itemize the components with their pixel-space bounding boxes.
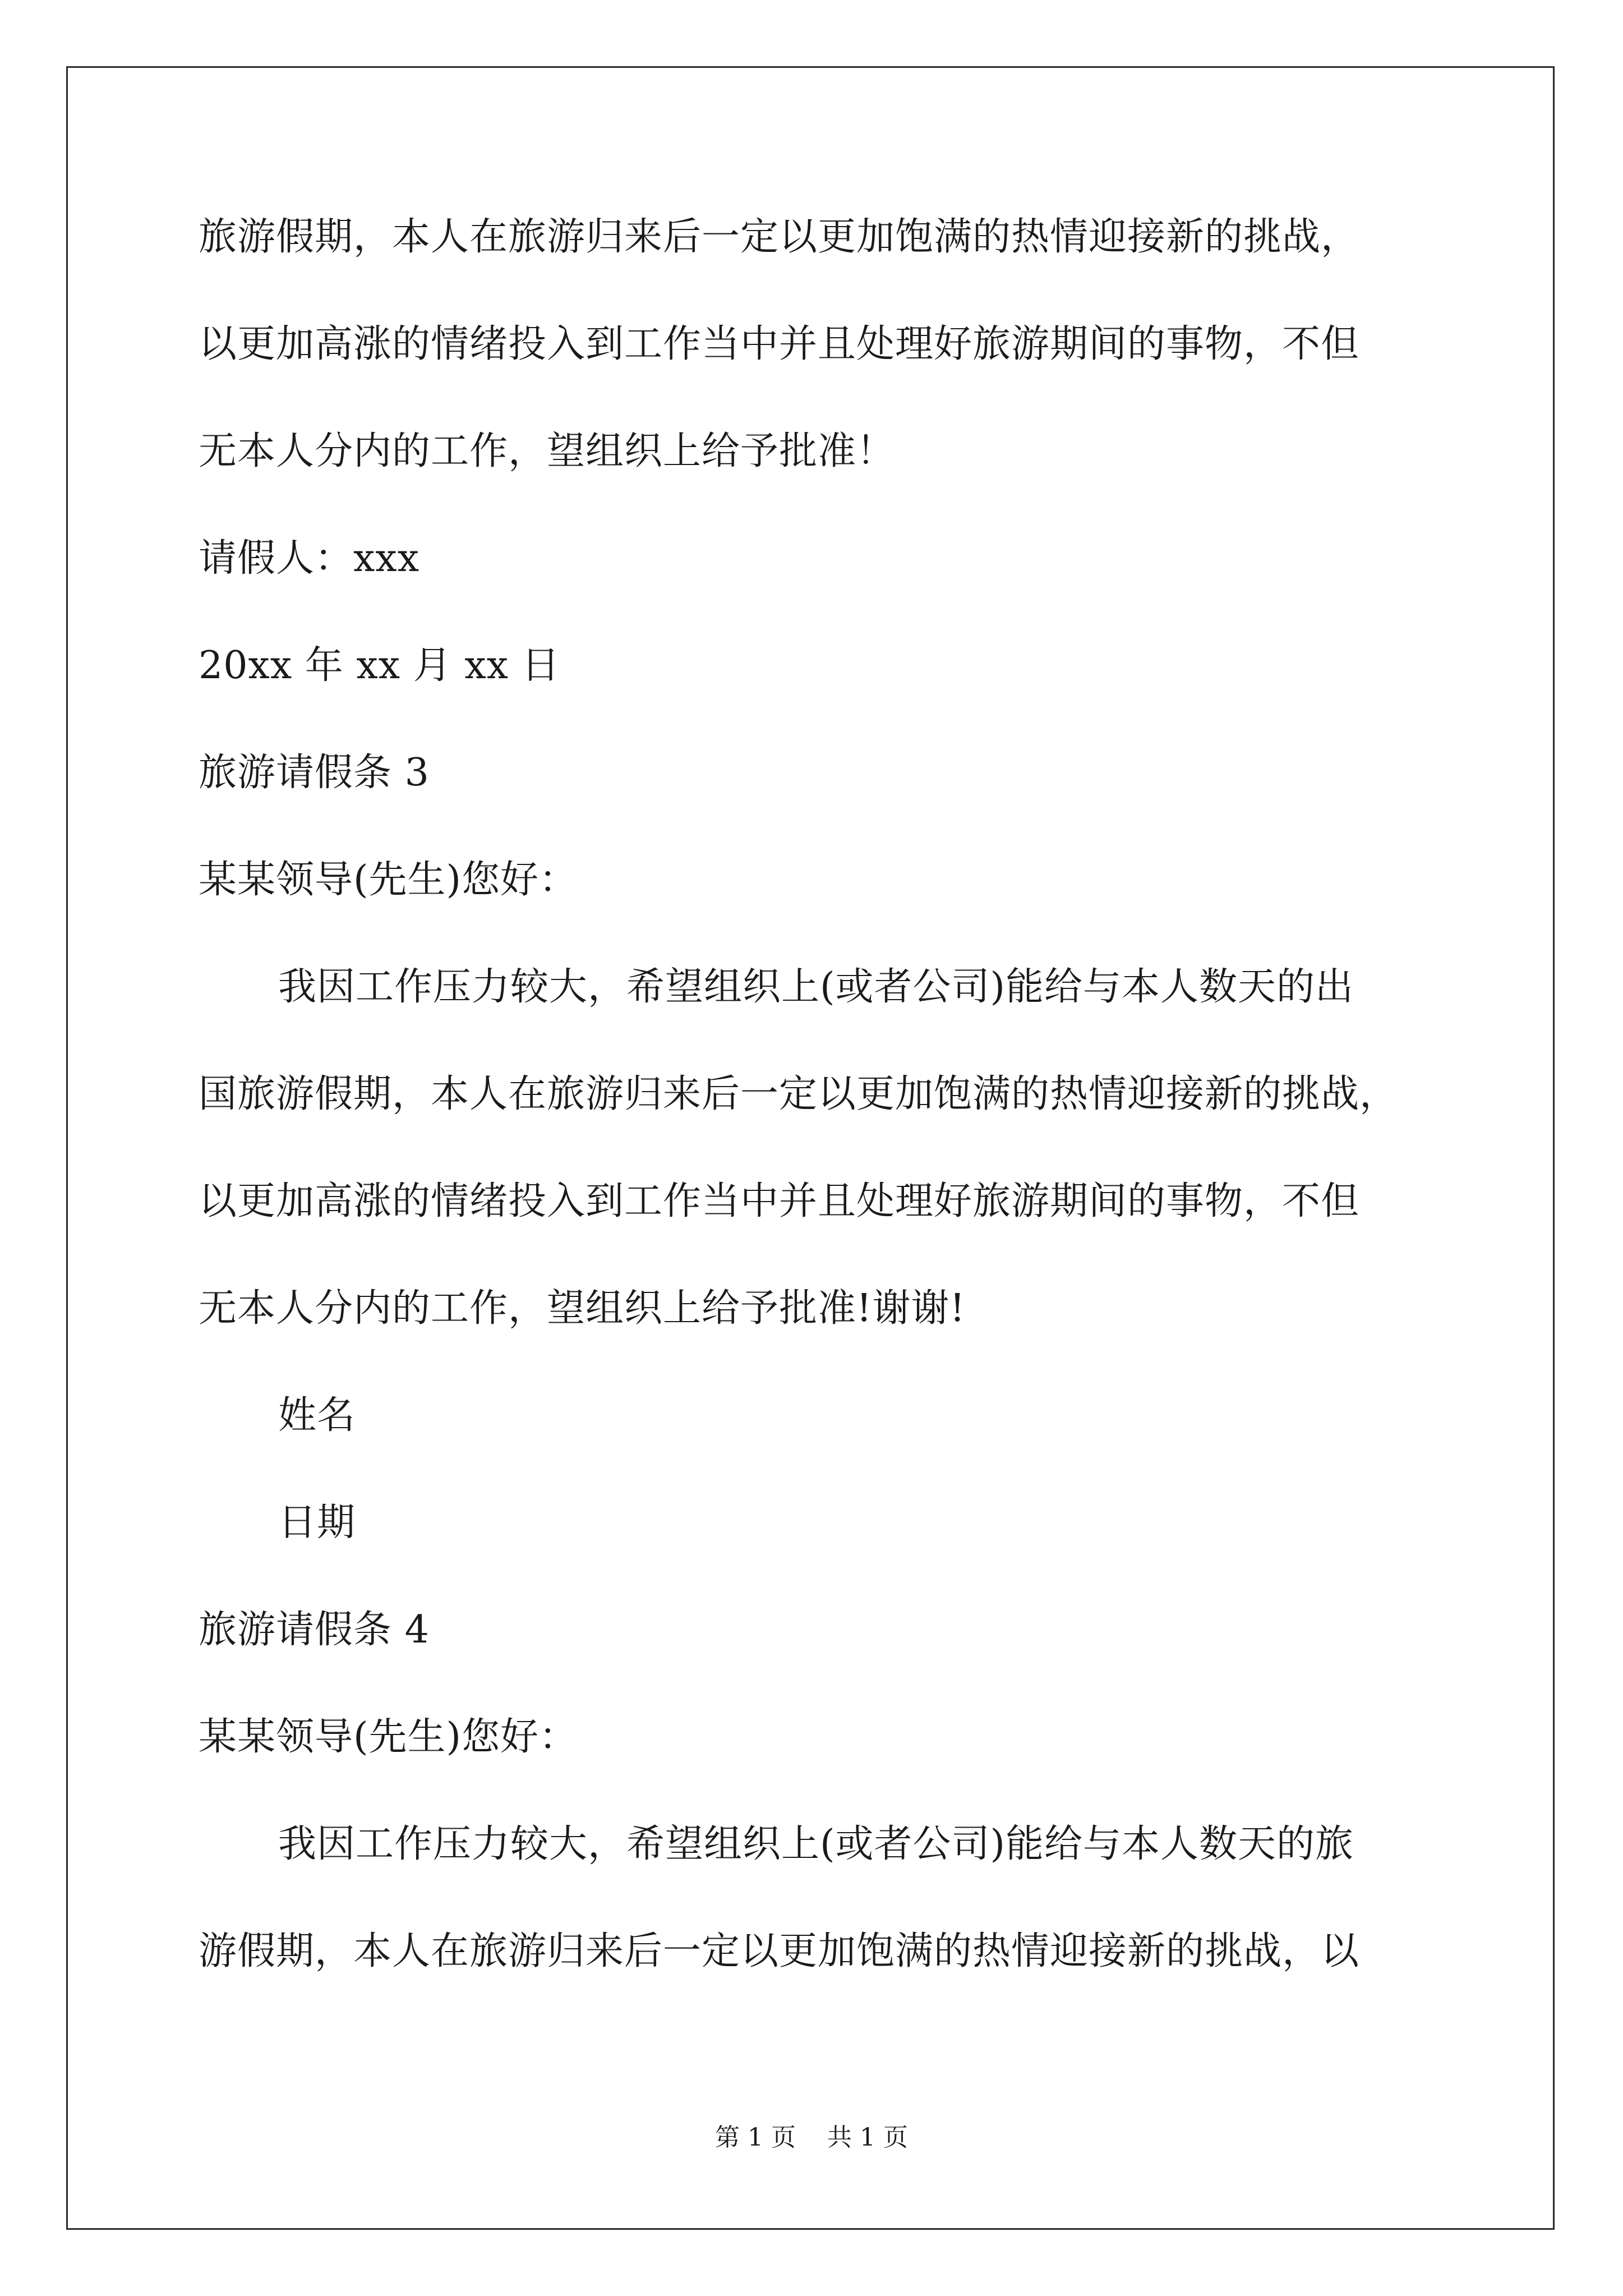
- salutation: 某某领导(先生)您好：: [199, 858, 578, 902]
- page-number-footer: 第 1 页 共 1 页: [715, 2123, 908, 2152]
- text-line: 无本人分内的工作，望组织上给予批准!谢谢!: [199, 1286, 966, 1331]
- text-line: 无本人分内的工作，望组织上给予批准！: [199, 429, 896, 473]
- text-line: 以更加高涨的情绪投入到工作当中并且处理好旅游期间的事物，不但: [199, 1179, 1360, 1223]
- paragraph-first-line: 我因工作压力较大，希望组织上(或者公司)能给与本人数天的出: [278, 965, 1354, 1009]
- text-line: 旅游假期，本人在旅游归来后一定以更加饱满的热情迎接新的挑战，: [199, 215, 1360, 259]
- text-line: 国旅游假期，本人在旅游归来后一定以更加饱满的热情迎接新的挑战，: [199, 1072, 1399, 1116]
- paragraph-first-line: 我因工作压力较大，希望组织上(或者公司)能给与本人数天的旅: [278, 1822, 1354, 1866]
- date-field-line: 日期: [278, 1501, 356, 1545]
- section-heading: 旅游请假条 4: [199, 1608, 430, 1652]
- text-line: 以更加高涨的情绪投入到工作当中并且处理好旅游期间的事物，不但: [199, 322, 1360, 366]
- date-line: 20xx 年 xx 月 xx 日: [199, 643, 560, 688]
- name-line: 姓名: [278, 1393, 356, 1438]
- salutation: 某某领导(先生)您好：: [199, 1715, 578, 1759]
- text-line: 游假期，本人在旅游归来后一定以更加饱满的热情迎接新的挑战，以: [199, 1929, 1360, 1973]
- page-border: [66, 66, 1555, 2230]
- signature-line: 请假人：xxx: [199, 536, 420, 581]
- section-heading: 旅游请假条 3: [199, 751, 430, 795]
